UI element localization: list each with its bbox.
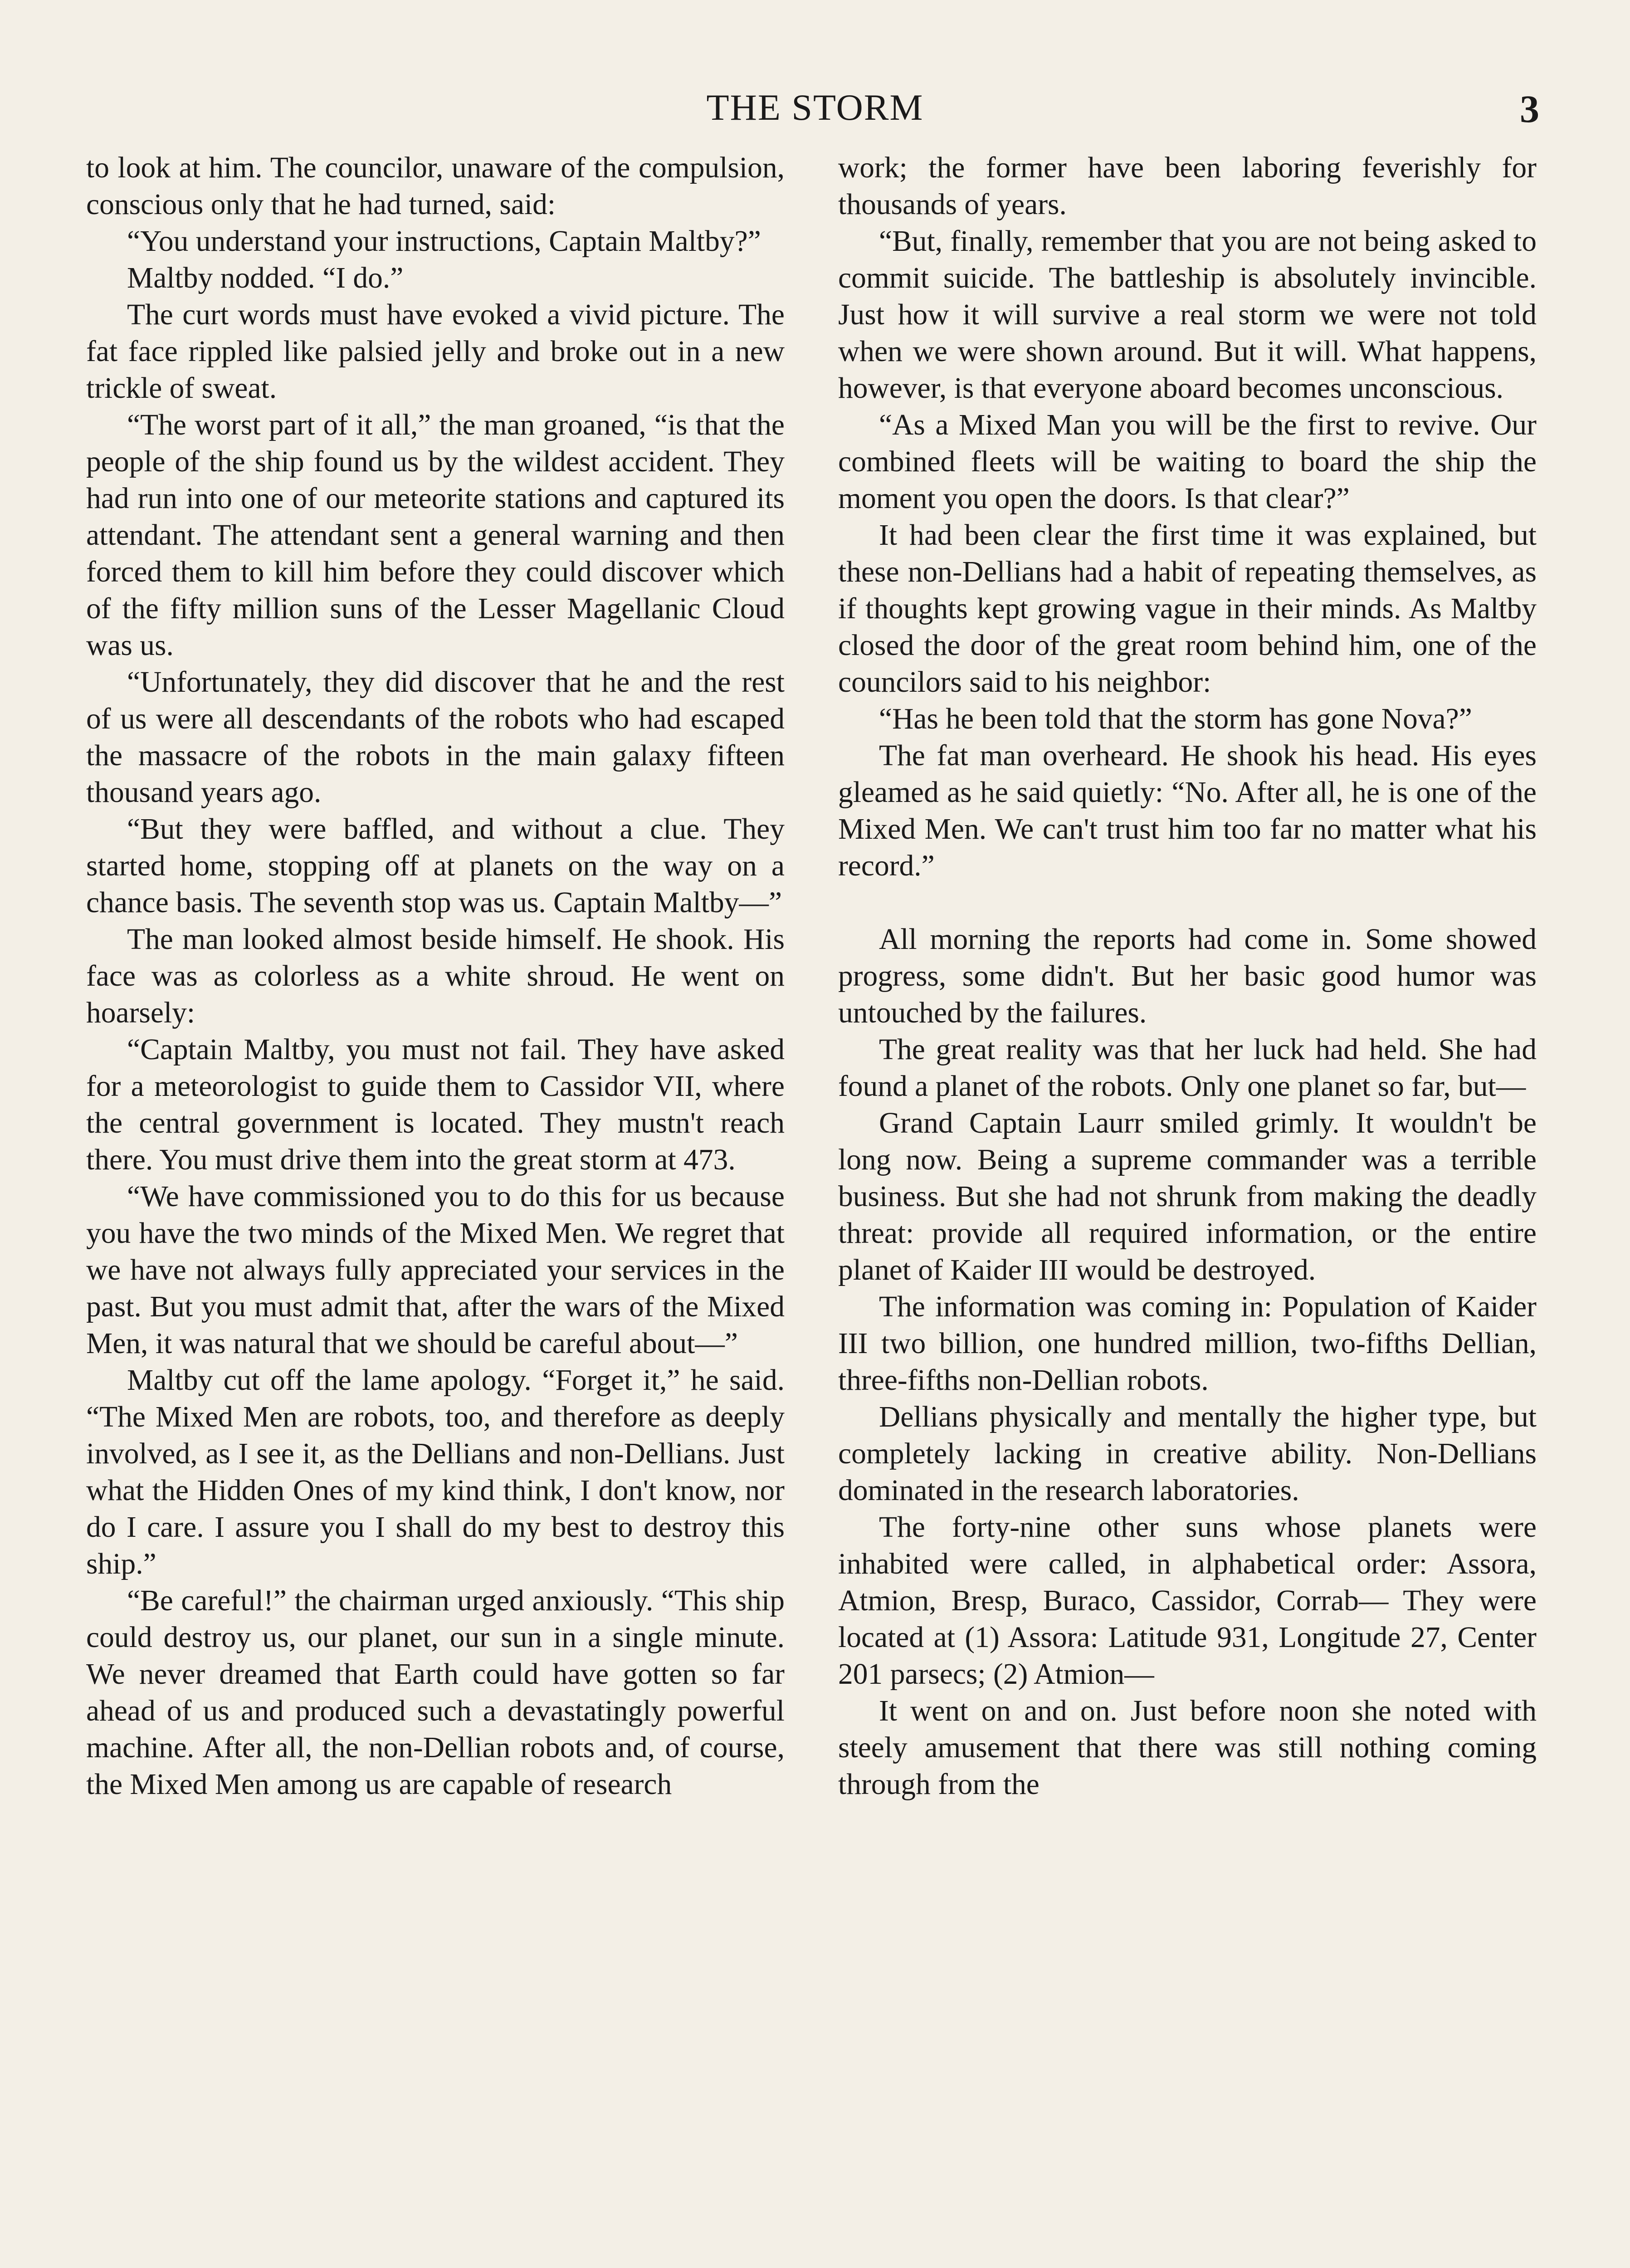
section-break <box>838 885 1537 921</box>
paragraph: Maltby nodded. “I do.” <box>127 262 404 294</box>
paragraph: “We have commissioned you to do this for us because you have the two minds of the Mixed Men. We regret that we have not always fully appreciated your services in the past. But you must admit that, after the wars of the Mixed Men, it was natural that we should be careful about—” <box>86 1180 785 1360</box>
paragraph: “Unfortunately, they did discover that he and the rest of us were all descendants of the robots who had escaped the massacre of the robots in the main galaxy fifteen thousand years ago. <box>86 666 785 809</box>
paragraph: Dellians physically and mentally the higher type, but completely lacking in creative ability. Non-Dellians dominated in the research laboratories. <box>838 1401 1537 1507</box>
left-column <box>86 150 785 1803</box>
paragraph: Grand Captain Laurr smiled grimly. It wouldn't be long now. Being a supreme commander was a terrible business. But she had not shrunk from making the deadly threat: provide all required information, or the entire planet of Kaider III would be destroyed. <box>838 1107 1537 1286</box>
paragraph: It had been clear the first time it was explained, but these non-Dellians had a habit of repeating themselves, as if thoughts kept growing vague in their minds. As Maltby closed the door of the great room behind him, one of the councilors said to his neighbor: <box>838 519 1537 699</box>
paragraph: “But, finally, remember that you are not being asked to commit suicide. The battleship is absolutely invincible. Just how it will survive a real storm we were not told when we were shown around. But it will. What happens, however, is that everyone aboard becomes unconscious. <box>838 225 1537 405</box>
paragraph: The curt words must have evoked a vivid picture. The fat face rippled like palsied jelly and broke out in a new trickle of sweat. <box>86 298 785 405</box>
paragraph: work; the former have been laboring feverishly for thousands of years. <box>838 152 1537 221</box>
paragraph: It went on and on. Just before noon she noted with steely amusement that there was still nothing coming through from the <box>838 1695 1537 1801</box>
paragraph: “Be careful!” the chairman urged anxiously. “This ship could destroy us, our planet, our sun in a single minute. We never dreamed that Earth could have gotten so far ahead of us and produced such a devastatingly powerful machine. After all, the non-Dellian robots and, of course, the Mixed Men among us are capable of research <box>86 1584 785 1801</box>
paragraph: The man looked almost beside himself. He shook. His face was as colorless as a white shroud. He went on hoarsely: <box>86 923 785 1029</box>
paragraph: “But they were baffled, and without a clue. They started home, stopping off at planets on the way on a chance basis. The seventh stop was us. Captain Maltby—” <box>86 813 785 919</box>
paragraph: The great reality was that her luck had held. She had found a planet of the robots. Only one planet so far, but— <box>838 1033 1537 1103</box>
running-title: THE STORM <box>706 87 924 128</box>
paragraph: The forty-nine other suns whose planets were inhabited were called, in alphabetical order: Assora, Atmion, Bresp, Buraco, Cassidor, Corrab— They were located at (1) Assora: Latitude 931, Longitude 27, Center 201 parsecs; (2) Atmion— <box>838 1511 1537 1691</box>
paragraph: All morning the reports had come in. Some showed progress, some didn't. But her basic good humor was untouched by the failures. <box>838 923 1537 1029</box>
paragraph: The fat man overheard. He shook his head. His eyes gleamed as he said quietly: “No. After all, he is one of the Mixed Men. We can't trust him too far no matter what his record.” <box>838 739 1537 882</box>
paragraph: “Captain Maltby, you must not fail. They have asked for a meteorologist to guide them to Cassidor VII, where the central government is located. They mustn't reach there. You must drive them into the great storm at 473. <box>86 1033 785 1176</box>
page-header <box>0 86 1630 136</box>
paragraph: The information was coming in: Population of Kaider III two billion, one hundred million, two-fifths Dellian, three-fifths non-Dellian robots. <box>838 1290 1537 1397</box>
paragraph: “As a Mixed Man you will be the first to revive. Our combined fleets will be waiting to board the ship the moment you open the doors. Is that clear?” <box>838 409 1537 515</box>
paragraph: Maltby cut off the lame apology. “Forget it,” he said. “The Mixed Men are robots, too, and therefore as deeply involved, as I see it, as the Dellians and non-Dellians. Just what the Hidden Ones of my kind think, I don't know, nor do I care. I assure you I shall do my best to destroy this ship.” <box>86 1364 785 1580</box>
right-column <box>838 150 1537 1803</box>
page-number: 3 <box>1520 87 1539 131</box>
paragraph: “Has he been told that the storm has gone Nova?” <box>879 703 1472 735</box>
paragraph: to look at him. The councilor, unaware of the compulsion, conscious only that he had turned, said: <box>86 152 785 221</box>
paragraph: “You understand your instructions, Captain Maltby?” <box>127 225 761 258</box>
paragraph: “The worst part of it all,” the man groaned, “is that the people of the ship found us by the wildest accident. They had run into one of our meteorite stations and captured its attendant. The attendant sent a general warning and then forced them to kill him before they could discover which of the fifty million suns of the Lesser Magellanic Cloud was us. <box>86 409 785 662</box>
